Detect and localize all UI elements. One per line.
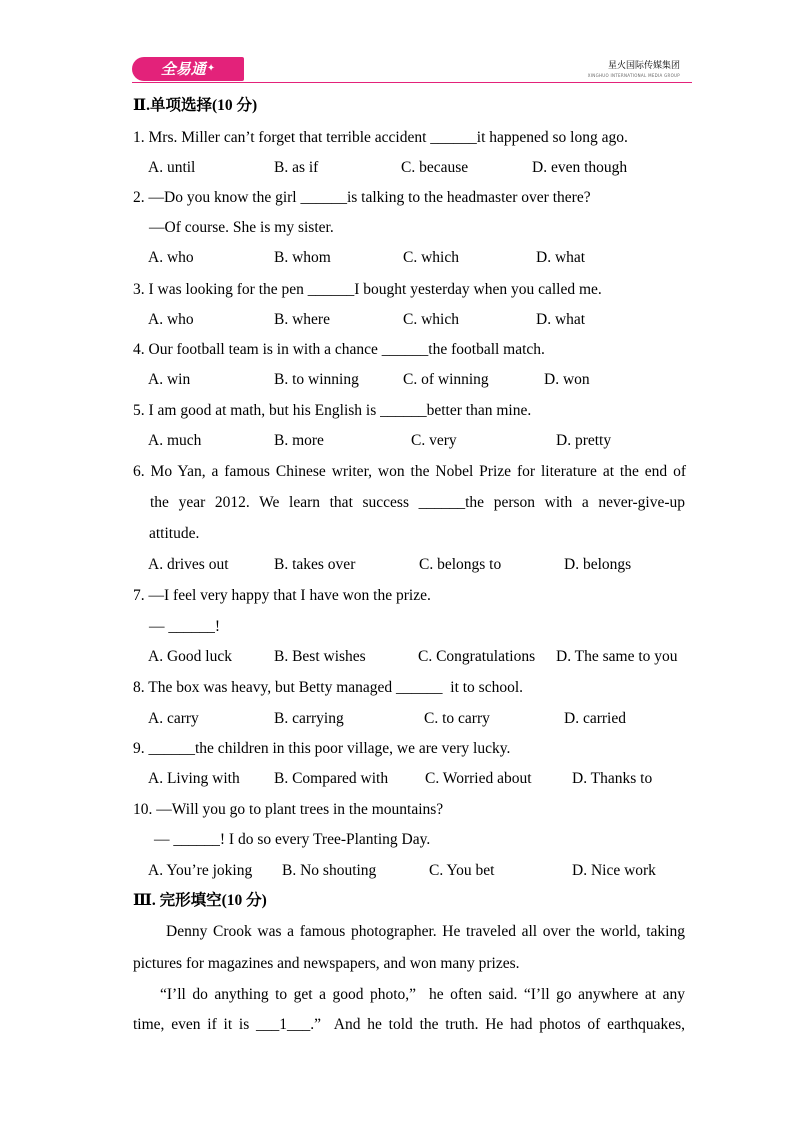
question-stem: 1. Mrs. Miller can’t forget that terrible accident ______it happened so long ago. bbox=[133, 129, 628, 146]
option-b: B. as if bbox=[274, 159, 319, 176]
star-icon: ✦ bbox=[206, 63, 216, 74]
option-a: A. Living with bbox=[148, 770, 240, 787]
option-b: B. takes over bbox=[274, 556, 356, 573]
question-stem: 9. ______the children in this poor village, we are very lucky. bbox=[133, 740, 511, 757]
question-stem: 8. The box was heavy, but Betty managed ______ it to school. bbox=[133, 679, 524, 696]
option-b: B. Compared with bbox=[274, 770, 389, 787]
option-b: B. to winning bbox=[274, 371, 359, 388]
option-a: A. who bbox=[148, 249, 194, 266]
passage-line: “I’ll do anything to get a good photo,” he often said. “I’ll go anywhere at any bbox=[160, 986, 685, 1003]
option-b: B. Best wishes bbox=[274, 648, 366, 665]
option-c: C. very bbox=[411, 432, 457, 449]
option-b: B. carrying bbox=[274, 710, 344, 727]
publisher-brand bbox=[588, 61, 680, 81]
option-d: D. what bbox=[536, 311, 586, 328]
option-c: C. You bet bbox=[429, 862, 495, 879]
brand-sub: XINGHUO INTERNATIONAL MEDIA GROUP bbox=[587, 73, 680, 78]
question-stem: 7. —I feel very happy that I have won the prize. bbox=[133, 587, 431, 604]
option-a: A. until bbox=[148, 159, 196, 176]
question-stem-reply: — ______! bbox=[149, 618, 221, 635]
logo-text: 全易通 bbox=[160, 60, 206, 78]
option-d: D. The same to you bbox=[556, 648, 678, 665]
option-b: B. more bbox=[274, 432, 324, 449]
option-c: C. which bbox=[403, 311, 459, 328]
page-header bbox=[132, 55, 692, 83]
option-c: C. because bbox=[401, 159, 469, 176]
question-stem-reply: — ______! I do so every Tree-Planting Day. bbox=[154, 831, 431, 848]
option-c: C. belongs to bbox=[419, 556, 502, 573]
option-d: D. won bbox=[544, 371, 590, 388]
question-stem: 4. Our football team is in with a chance ______the football match. bbox=[133, 341, 545, 358]
section-title-2: Ⅱ.单项选择(10 分) bbox=[133, 97, 258, 114]
option-c: C. to carry bbox=[424, 710, 490, 727]
passage-line: Denny Crook was a famous photographer. He traveled all over the world, taking bbox=[166, 923, 685, 940]
question-stem-cont: the year 2012. We learn that success ______the person with a never-give-up bbox=[150, 494, 685, 511]
option-b: B. No shouting bbox=[282, 862, 377, 879]
brand-logo bbox=[132, 57, 244, 81]
option-d: D. carried bbox=[564, 710, 626, 727]
passage-line: pictures for magazines and newspapers, and won many prizes. bbox=[133, 955, 520, 972]
question-stem: 2. —Do you know the girl ______is talking to the headmaster over there? bbox=[133, 189, 591, 206]
option-a: A. You’re joking bbox=[148, 862, 253, 879]
option-d: D. what bbox=[536, 249, 586, 266]
passage-line: time, even if it is ___1___.” And he told the truth. He had photos of earthquakes, bbox=[133, 1016, 685, 1033]
question-stem-cont: attitude. bbox=[149, 525, 200, 542]
option-a: A. much bbox=[148, 432, 202, 449]
question-stem-reply: —Of course. She is my sister. bbox=[149, 219, 334, 236]
option-d: D. even though bbox=[532, 159, 628, 176]
option-d: D. Nice work bbox=[572, 862, 656, 879]
option-b: B. whom bbox=[274, 249, 331, 266]
header-rule bbox=[132, 82, 692, 83]
question-stem: 10. —Will you go to plant trees in the mountains? bbox=[133, 801, 444, 818]
option-c: C. which bbox=[403, 249, 459, 266]
option-a: A. Good luck bbox=[148, 648, 232, 665]
option-b: B. where bbox=[274, 311, 330, 328]
option-a: A. carry bbox=[148, 710, 199, 727]
option-d: D. Thanks to bbox=[572, 770, 653, 787]
option-a: A. drives out bbox=[148, 556, 229, 573]
option-a: A. win bbox=[148, 371, 191, 388]
section-title-3: Ⅲ. 完形填空(10 分) bbox=[133, 892, 267, 909]
question-stem: 5. I am good at math, but his English is ______better than mine. bbox=[133, 402, 532, 419]
option-d: D. belongs bbox=[564, 556, 632, 573]
question-stem: 6. Mo Yan, a famous Chinese writer, won the Nobel Prize for literature at the end of bbox=[133, 463, 686, 480]
option-c: C. Worried about bbox=[425, 770, 532, 787]
option-a: A. who bbox=[148, 311, 194, 328]
question-stem: 3. I was looking for the pen ______I bought yesterday when you called me. bbox=[133, 281, 602, 298]
brand-name: 星火国际传媒集团 bbox=[607, 61, 680, 71]
option-d: D. pretty bbox=[556, 432, 612, 449]
option-c: C. Congratulations bbox=[418, 648, 536, 665]
option-c: C. of winning bbox=[403, 371, 489, 388]
